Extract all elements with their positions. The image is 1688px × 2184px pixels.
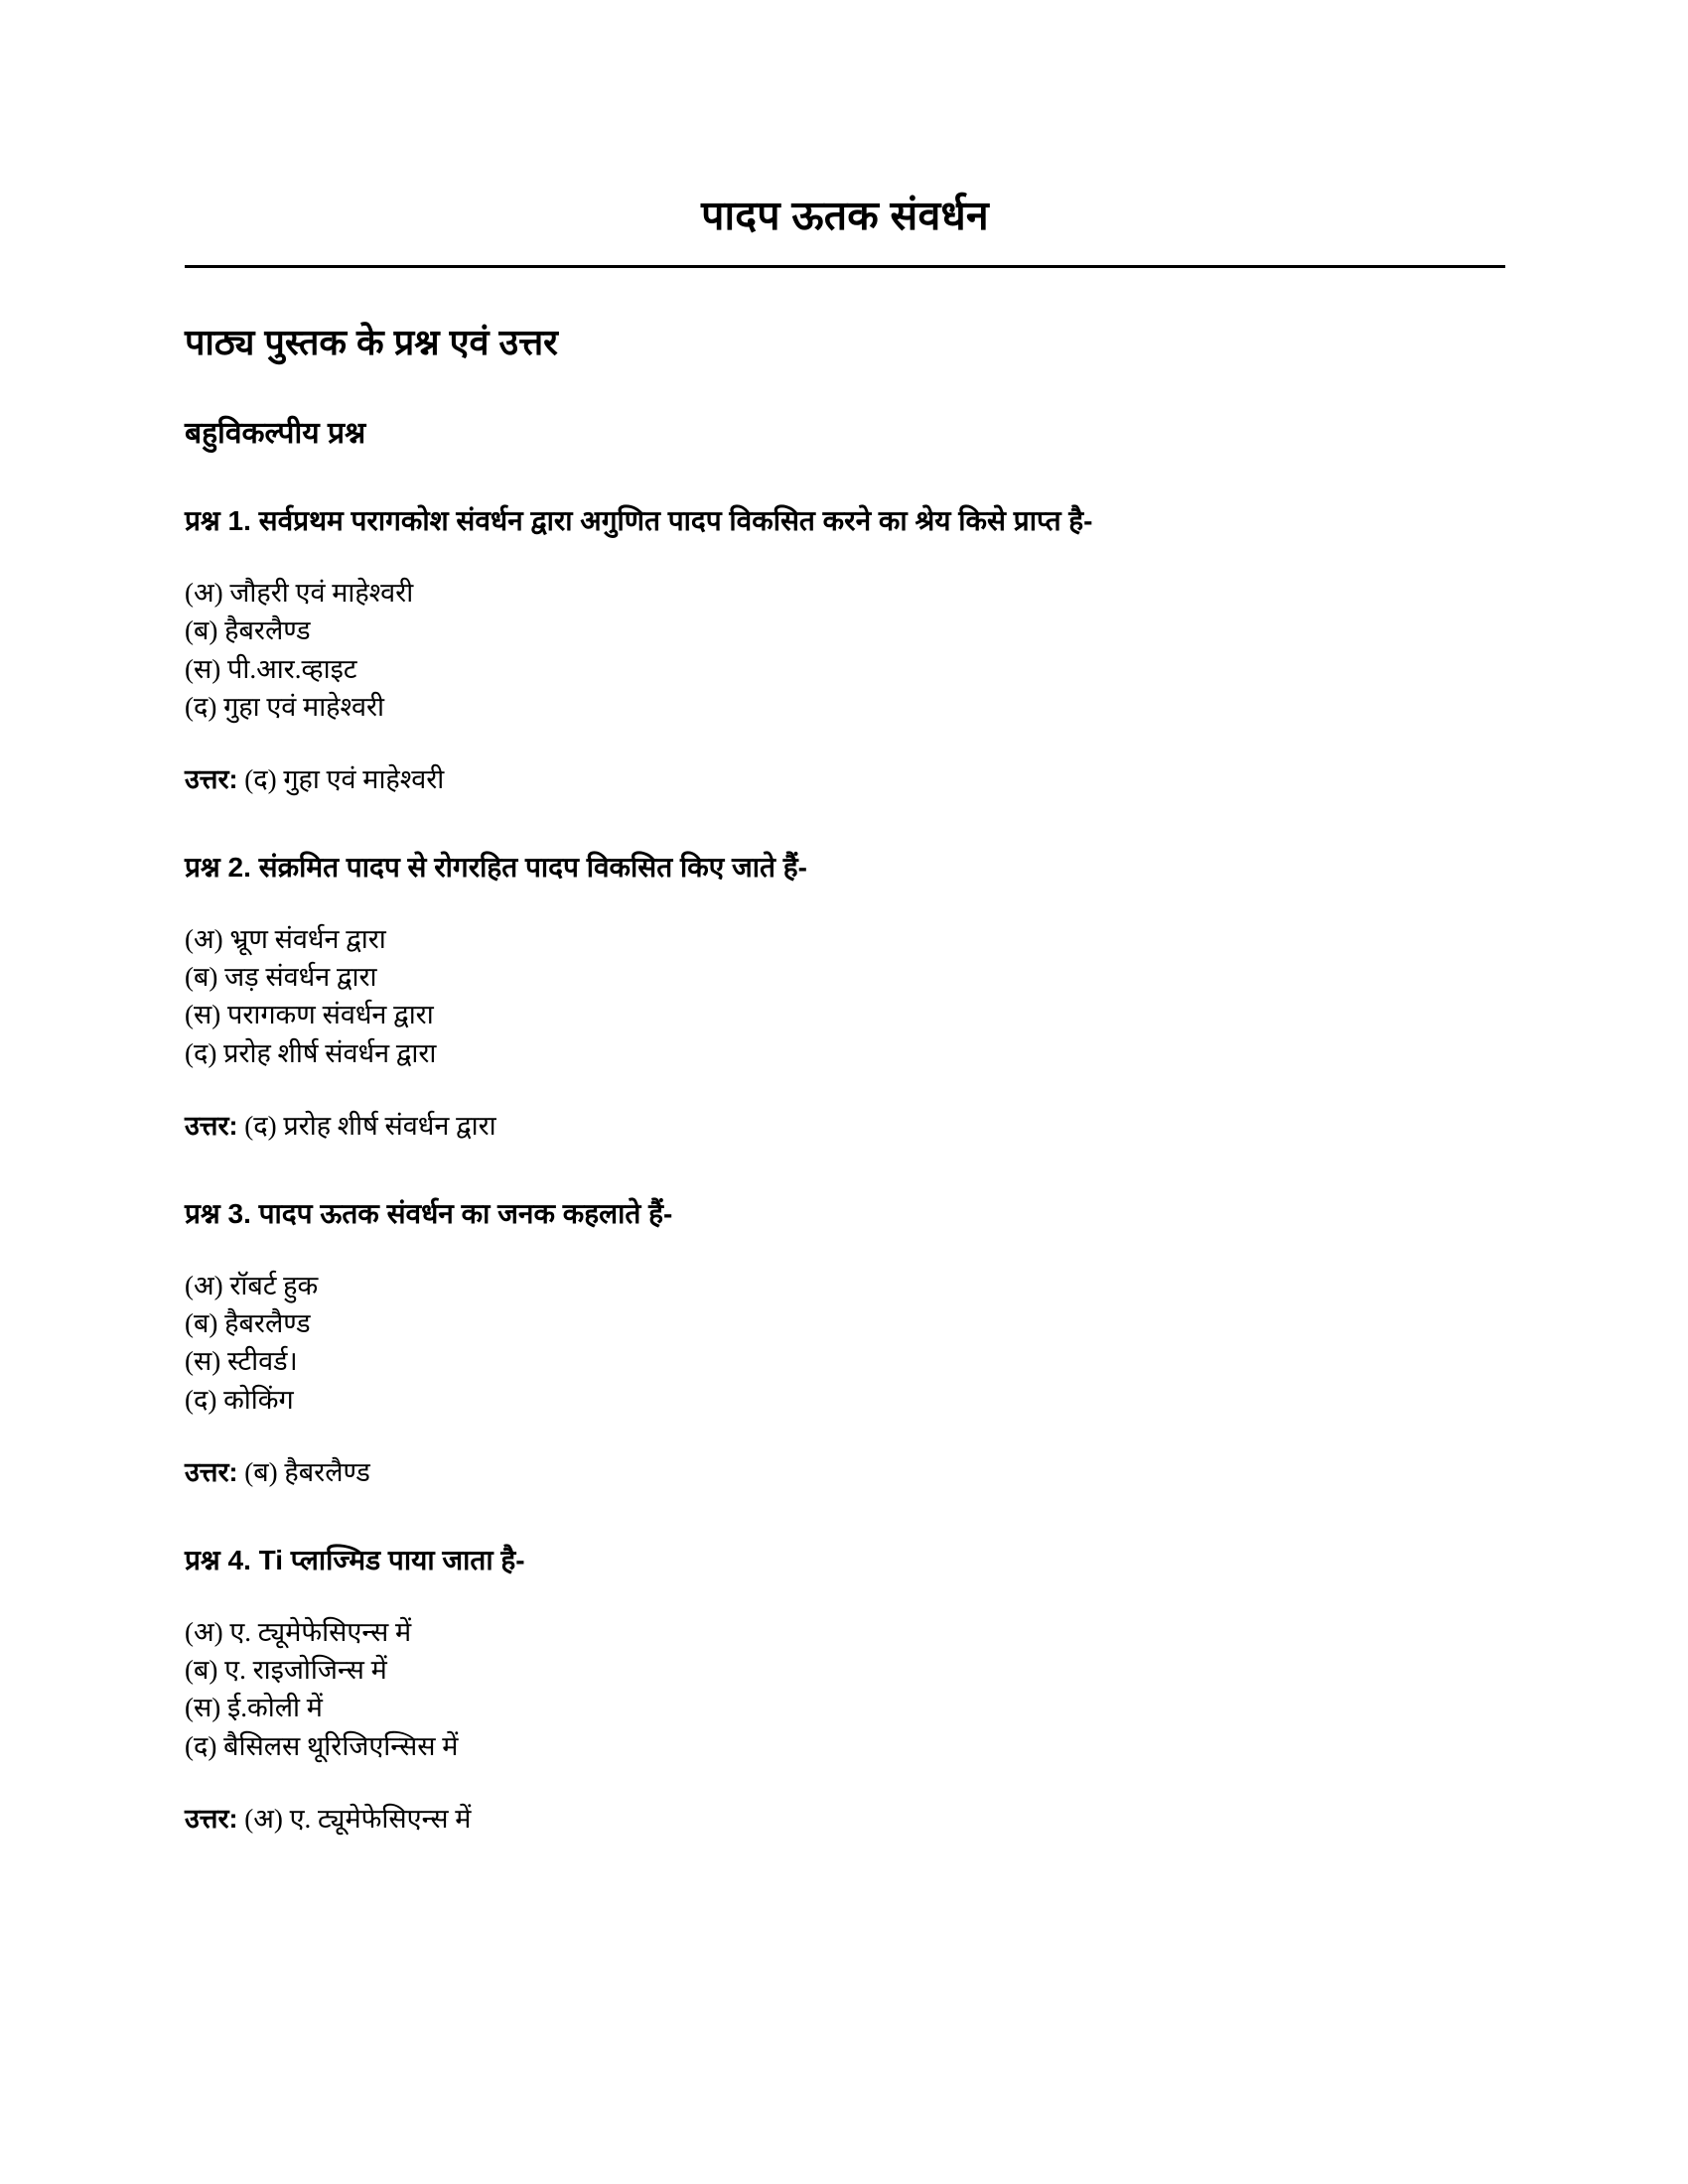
option-item[interactable]: (अ) जौहरी एवं माहेश्वरी [185, 577, 414, 608]
option-item[interactable]: (ब) हैबरलैण्ड [185, 615, 311, 646]
option-list [185, 1613, 1505, 1765]
answer-value: (अ) ए. ट्यूमेफेसिएन्स में [244, 1803, 472, 1834]
answer-value: (द) प्ररोह शीर्ष संवर्धन द्वारा [244, 1111, 496, 1142]
page-title: पादप ऊतक संवर्धन [701, 193, 989, 238]
answer-label: उत्तर: [185, 1456, 238, 1487]
option-item[interactable]: (द) प्ररोह शीर्ष संवर्धन द्वारा [185, 1037, 437, 1068]
option-item[interactable]: (अ) रॉबर्ट हुक [185, 1270, 319, 1300]
answer-value: (ब) हैबरलैण्ड [244, 1456, 370, 1487]
question-prompt: प्रश्न 2. संक्रमित पादप से रोगरहित पादप विकसित किए जाते हैं- [185, 851, 807, 883]
option-item[interactable]: (ब) ए. राइजोजिन्स में [185, 1654, 387, 1685]
question-prompt: प्रश्न 1. सर्वप्रथम परागकोश संवर्धन द्वारा अगुणित पादप विकसित करने का श्रेय किसे प्राप्त है- [185, 505, 1093, 537]
question-block [185, 502, 1505, 799]
question-block [185, 849, 1505, 1146]
option-item[interactable]: (स) परागकण संवर्धन द्वारा [185, 1000, 434, 1030]
option-list [185, 920, 1505, 1072]
answer-label: उत्तर: [185, 1803, 238, 1834]
answer-value: (द) गुहा एवं माहेश्वरी [244, 764, 445, 795]
option-item[interactable]: (स) ई.कोली में [185, 1693, 323, 1723]
option-item[interactable]: (ब) जड़ संवर्धन द्वारा [185, 962, 377, 993]
option-item[interactable]: (अ) ए. ट्यूमेफेसिएन्स में [185, 1616, 412, 1647]
option-item[interactable]: (ब) हैबरलैण्ड [185, 1307, 311, 1338]
option-item[interactable]: (अ) भ्रूण संवर्धन द्वारा [185, 923, 386, 954]
question-block [185, 1195, 1505, 1492]
option-list [185, 574, 1505, 726]
answer-line [185, 1801, 1505, 1839]
option-item[interactable]: (द) गुहा एवं माहेश्वरी [185, 691, 385, 722]
option-item[interactable]: (द) बैसिलस थूरिजिएन्सिस में [185, 1730, 459, 1761]
section-heading: पाठ्य पुस्तक के प्रश्न एवं उत्तर [185, 322, 558, 363]
question-prompt: प्रश्न 4. Ti प्लाज्मिड पाया जाता है- [185, 1544, 525, 1575]
title-divider [185, 265, 1505, 268]
document-content [185, 0, 1505, 1839]
question-block [185, 1542, 1505, 1839]
answer-line [185, 761, 1505, 799]
sub-heading-multiple-choice: बहुविकल्पीय प्रश्न [185, 417, 366, 451]
option-item[interactable]: (स) पी.आर.व्हाइट [185, 653, 357, 684]
answer-label: उत्तर: [185, 764, 238, 795]
option-item[interactable]: (द) कोकिंग [185, 1384, 294, 1415]
answer-line [185, 1454, 1505, 1492]
question-prompt: प्रश्न 3. पादप ऊतक संवर्धन का जनक कहलाते हैं- [185, 1197, 673, 1229]
option-item[interactable]: (स) स्टीवर्ड। [185, 1346, 298, 1377]
answer-label: उत्तर: [185, 1111, 238, 1142]
option-list [185, 1267, 1505, 1419]
answer-line [185, 1108, 1505, 1146]
